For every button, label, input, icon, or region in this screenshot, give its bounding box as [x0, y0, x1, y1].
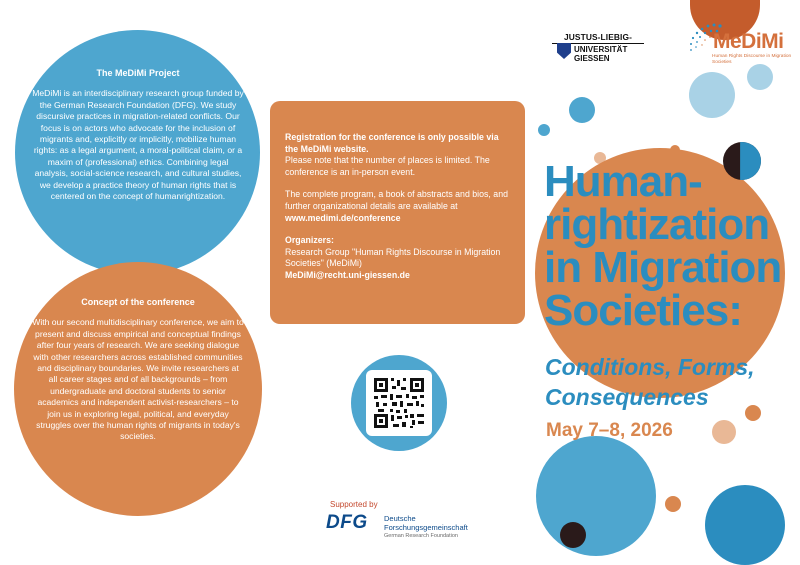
organizers-label: Organizers:	[285, 235, 334, 246]
conference-title	[544, 157, 794, 335]
dfg-subtitle: German Research Foundation	[384, 533, 458, 539]
decor-circle	[569, 97, 595, 123]
project-body: MeDiMi is an interdisciplinary research group funded by the German Research Foundation (DFG). We study discursive practices in migration-related conflicts. Our focus is on actors who advocate for the inclusion of migrants and, explicitly or implicitly, mobilize human rights: as a legal argument, a moral-political claim, or a maxim of (professional) ethics. Combining legal analysis, social-science research, and cultural studies, we develop a practice theory of human rights that is centered on the concept of humanrightization.	[32, 88, 244, 202]
dfg-logo: DFG	[326, 512, 368, 533]
title-line-3: in Migration	[544, 243, 782, 292]
university-name-bottom: GIESSEN	[574, 54, 610, 63]
qr-code-icon	[366, 370, 432, 436]
concept-section	[32, 297, 244, 443]
conference-date: May 7–8, 2026	[546, 420, 673, 441]
conference-subtitle	[545, 352, 755, 412]
subtitle-line-1: Conditions, Forms,	[545, 354, 755, 380]
dfg-name-line2: Forschungsgemeinschaft	[384, 523, 468, 532]
decor-circle	[538, 124, 550, 136]
subtitle-line-2: Consequences	[545, 384, 709, 410]
title-line-1: Human-	[544, 157, 702, 206]
decor-circle	[705, 485, 785, 565]
dfg-name-line1: Deutsche	[384, 514, 416, 523]
organizers-name: Research Group "Human Rights Discourse in Migration Societies" (MeDiMi)	[285, 246, 501, 269]
registration-bold-line: Registration for the conference is only possible via the MeDiMi website.	[285, 132, 499, 154]
registration-note: Please note that the number of places is limited. The conference is an in-person event.	[285, 155, 490, 177]
project-heading: The MeDiMi Project	[96, 68, 180, 78]
university-name-top: JUSTUS-LIEBIG-	[564, 32, 632, 42]
concept-body: With our second multidisciplinary conference, we aim to present and discuss empirical and conceptual findings after four years of research. We are seeking dialogue with other researchers across established communities and disciplinary boundaries. We invite researchers at all career stages and of all backgrounds – from undergraduate and doctoral students to senior academics and independent activist-researchers – to join us in exploring legal, political, and everyday struggles over the human rights of migrants in today's societies.	[32, 317, 244, 442]
supported-by-label: Supported by	[330, 500, 378, 509]
decor-circle	[712, 420, 736, 444]
university-name-mid: UNIVERSITÄT	[574, 45, 628, 54]
dfg-name	[384, 514, 468, 532]
concept-heading: Concept of the conference	[81, 297, 195, 307]
decor-circle	[536, 436, 656, 556]
conference-website-link[interactable]: www.medimi.de/conference	[285, 212, 401, 223]
qr-code[interactable]	[366, 370, 432, 436]
title-line-2: rightization	[544, 200, 770, 249]
project-section	[32, 68, 244, 202]
title-line-4: Societies:	[544, 286, 742, 335]
decor-circle	[560, 522, 586, 548]
organizers-email-link[interactable]: MeDiMi@recht.uni-giessen.de	[285, 269, 410, 280]
decor-circle	[689, 72, 735, 118]
medimi-logo-subtitle: Human Rights Discourse in Migration Societies	[712, 54, 792, 65]
decor-circle	[747, 64, 773, 90]
program-text: The complete program, a book of abstracts and bios, and further organizational details are available at	[285, 189, 508, 211]
medimi-logo-text: MeDiMi	[713, 30, 784, 53]
decor-circle	[665, 496, 681, 512]
registration-text	[285, 132, 513, 293]
